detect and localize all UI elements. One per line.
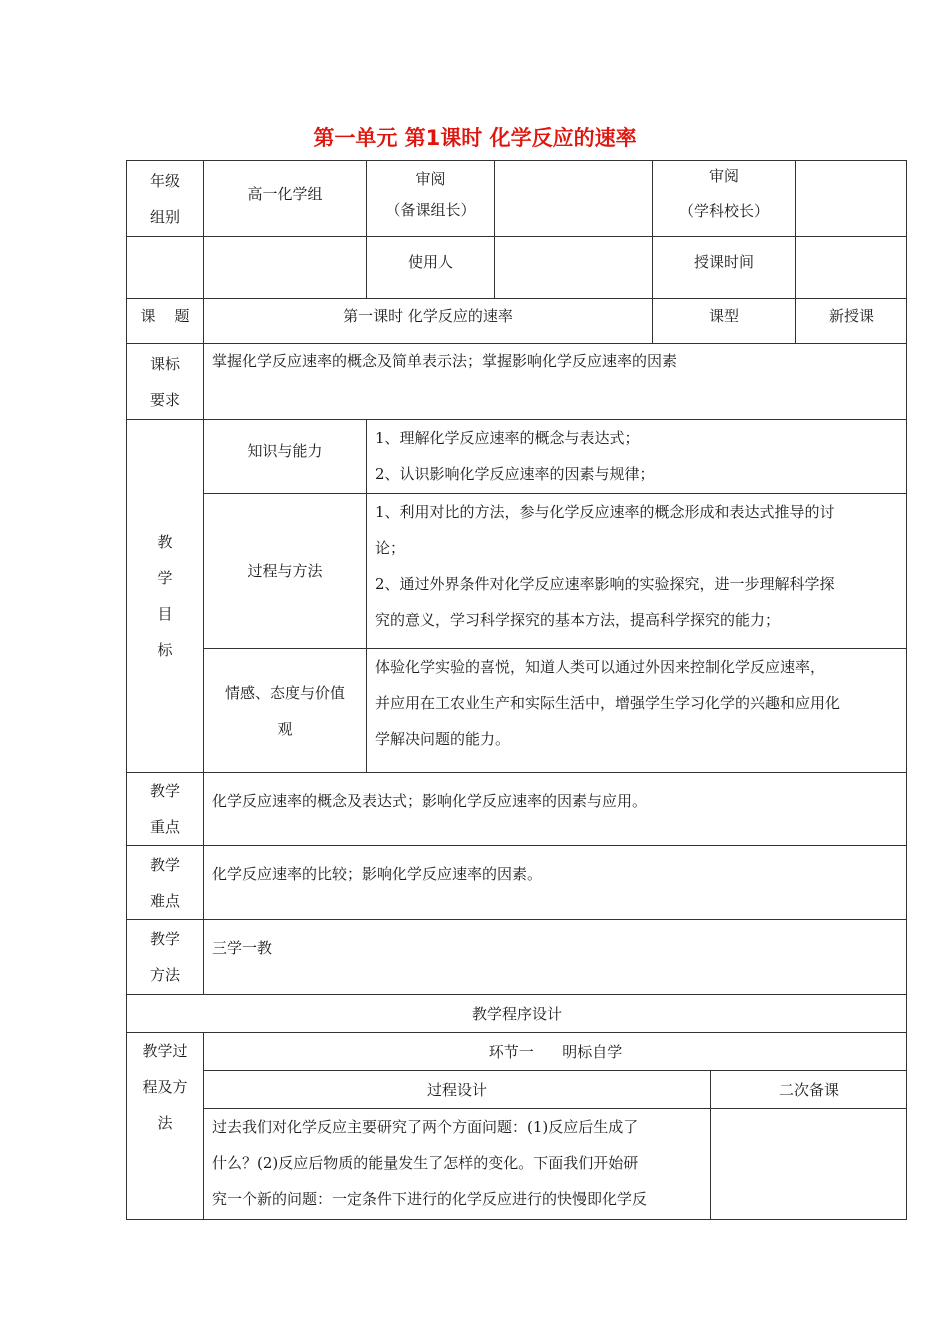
page-title: 第一单元 第1课时 化学反应的速率 [313,126,637,150]
class-time-label: 授课时间 [652,236,795,298]
key-points-label: 教学 重点 [126,772,203,845]
user-label: 使用人 [366,236,494,298]
topic-label: 课 题 [126,298,203,343]
emotion-label: 情感、态度与价值 观 [203,648,366,772]
review-principal-label: 审阅 （学科校长） [652,160,795,236]
design-header: 过程设计 [203,1070,710,1108]
process-label: 教学过 程及方 法 [126,1032,203,1220]
emotion-text: 体验化学实验的喜悦，知道人类可以通过外因来控制化学反应速率， 并应用在工农业生产和实际生活中，增强学生学习化学的兴趣和应用化 学解决问题的能力。 [366,648,907,772]
difficulties-label: 教学 难点 [126,845,203,919]
process-method-label: 过程与方法 [203,493,366,648]
table-border [126,160,907,1220]
grade-group-label: 年级 组别 [126,160,203,236]
lesson-type-label: 课型 [652,298,795,343]
grade-group-value: 高一化学组 [203,160,366,236]
objectives-label: 教 学 目 标 [126,419,203,772]
lesson-type-value: 新授课 [795,298,907,343]
review-group-leader-label: 审阅 （备课组长） [366,160,494,236]
process-method-text: 1、利用对比的方法，参与化学反应速率的概念形成和表达式推导的讨 论； 2、通过外界条件对化学反应速率影响的实验探究，进一步理解科学探 究的意义，学习科学探究的基本方法，提高科学探究的能力； [366,493,907,648]
standard-label: 课标 要求 [126,343,203,419]
key-points-text: 化学反应速率的概念及表达式；影响化学反应速率的因素与应用。 [203,772,907,845]
topic-value: 第一课时 化学反应的速率 [203,298,652,343]
section-title: 环节一 明标自学 [203,1032,907,1070]
difficulties-text: 化学反应速率的比较；影响化学反应速率的因素。 [203,845,907,919]
method-text: 三学一教 [203,919,907,994]
second-prep-header: 二次备课 [710,1070,907,1108]
method-label: 教学 方法 [126,919,203,994]
design-content: 过去我们对化学反应主要研究了两个方面问题：(1)反应后生成了 什么？(2)反应后物质的能量发生了怎样的变化。下面我们开始研 究一个新的问题：一定条件下进行的化学反应进行的快慢即化学反 [203,1108,710,1220]
knowledge-label: 知识与能力 [203,419,366,493]
standard-text: 掌握化学反应速率的概念及简单表示法；掌握影响化学反应速率的因素 [203,343,907,419]
program-title: 教学程序设计 [126,994,907,1032]
knowledge-text: 1、理解化学反应速率的概念与表达式； 2、认识影响化学反应速率的因素与规律； [366,419,907,493]
